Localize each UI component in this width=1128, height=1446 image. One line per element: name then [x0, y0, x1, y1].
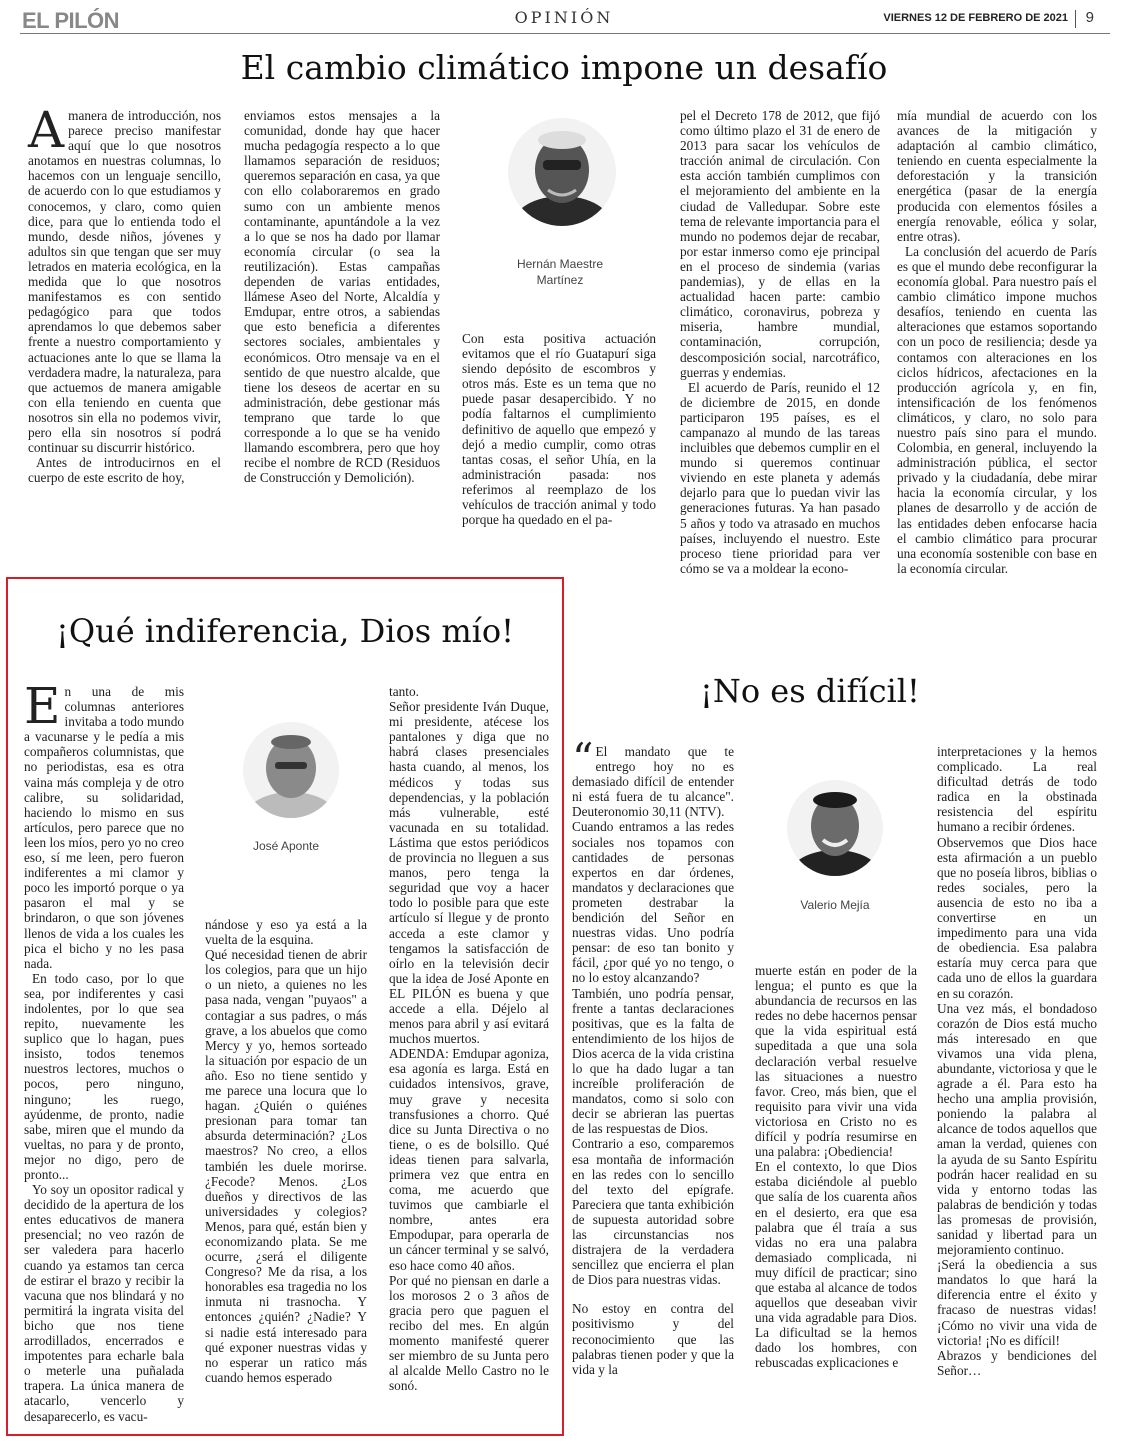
issue-date: VIERNES 12 DE FEBRERO DE 2021 — [883, 12, 1068, 24]
portrait-image — [508, 118, 616, 226]
article2-column-3 — [389, 684, 549, 1393]
paragraph: El mandato que te entrego hoy no es demasiado difícil de entender ni está fuera de tu alcance". Deuteronomio 30,11 (NTV). — [572, 744, 734, 820]
paragraph: tanto. — [389, 684, 419, 699]
author-name-hernan — [480, 256, 640, 288]
paragraph: ¡Será la obediencia a sus mandatos lo que hará la diferencia entre el éxito y fracaso de nuestras vidas! ¡Cómo no vivir una vida de victoria! ¡No es difícil! — [937, 1257, 1097, 1348]
paragraph: Qué necesidad tienen de abrir los colegios, para que un hijo o un nieto, a quienes no les pasa nada, vengan "puyaos" a contagiar a sus padres, o más grave, a los abuelos que como Mercy y yo, hemos sorteado la situación por espacio de un año. Eso no tiene sentido y me parece una locura que lo hagan. ¿Quién o quiénes presionan para tomar tan absurda determinación? ¿Los maestros? No creo, a ellos también les duele morirse. ¿Fecode? Menos. ¿Los dueños y directivos de las universidades y colegios? Menos, para qué, están bien y economizando plata. Se me ocurre, ¿será el diligente Congreso? Me da risa, a los honorables esa tragedia no los inmuta ni trasnocha. Y entonces ¿quién? ¿Nadie? Y si nadie está interesado para qué exponer nuestras vidas y no esperar un ratico más cuando hemos esperado — [205, 947, 367, 1385]
article2-column-2 — [205, 917, 367, 1385]
dropcap: E — [24, 677, 61, 735]
quote-mark: “ — [572, 734, 594, 783]
article2-title: ¡Qué indiferencia, Dios mío! — [55, 612, 515, 650]
masthead-logo: EL PILÓN — [22, 8, 120, 33]
author-name-jose: José Aponte — [252, 839, 320, 853]
paragraph: interpretaciones y la hemos complicado. La real dificultad detrás de todo radica en la obstinada resistencia del espíritu humano a recibir órdenes. — [937, 744, 1097, 835]
article1-title: El cambio climático impone un desafío — [240, 48, 888, 87]
article1-column-5 — [897, 108, 1097, 576]
paragraph: Señor presidente Iván Duque, mi presidente, atécese los pantalones y diga que no habrá clases presenciales hasta cuando, al menos, los médicos y todas sus dependencias, y la población más vulnerable, esté vacunada en su totalidad. Lástima que estos periódicos de provincia no lleguen a sus manos, pero tenga la seguridad que voy a hacer todo lo posible para que este artículo sí llegue y de pronto acceda a este clamor y tengamos la satisfacción de oírlo en la televisión decir que la idea de José Aponte en EL PILÓN es buena y que accede a ella. Déjelo al menos para abril y así evitará muchos muertos. — [389, 699, 549, 1047]
header-rule — [20, 33, 1110, 34]
paragraph: nándose y eso ya está a la vuelta de la esquina. — [205, 917, 367, 948]
section-title: OPINIÓN — [514, 8, 614, 27]
paragraph: Con esta positiva actuación evitamos que el río Guatapurí siga siendo depósito de escombros y otros más. Este es un tema que no puede pasar desapercibido. Y no podía faltarnos el cumplimiento definitivo de aquello que empezó y dejó a medio cumplir, como otras tantas cosas, el señor Uhía, en la administración pasada: nos referimos al reemplazo de los vehículos de tracción animal y todo porque ha quedado en el pa- — [462, 331, 656, 528]
paragraph: En el contexto, lo que Dios estaba diciéndole al pueblo que salía de los cuarenta años en el desierto, era que esa palabra que él traía a sus vidas no era una palabra demasiado complicada, ni muy difícil de practicar; sino que estaba al alcance de todos aquellos que deseaban vivir una vida agradable para Dios. La dificultad se la hemos dado los hombres, con rebuscadas explicaciones e — [755, 1159, 917, 1371]
paragraph: Por qué no piensan en darle a los morosos 2 o 3 años de gracia pero que paguen el recibo del mes. En algún momento manifesté querer ser miembro de su Junta pero al alcalde Mello Castro no le sonó. — [389, 1272, 549, 1394]
paragraph: Contrario a eso, comparemos esa montaña de información en las redes con lo sencillo del texto del epígrafe. Pareciera que tanta exhibición de supuesta autoridad sobre las circunstancias nos distrajera de la verdadera sencillez que encierra el plan de Dios para nuestras vidas. — [572, 1136, 734, 1288]
article3-column-1 — [572, 734, 734, 1377]
paragraph: ADENDA: Emdupar agoniza, esa agonía es larga. Está en cuidados intensivos, grave, muy grave y necesita transfusiones a chorro. Qué dice su Junta Directiva o no tiene, o es de bolsillo. Qué ideas tienen para salvarla, primera vez que entra en coma, me acuerdo que tuvimos que cambiarle el nombre, antes era Empodupar, para operarla de un cáncer terminal y se salvó, eso hace como 40 años. — [389, 1046, 549, 1273]
paragraph: enviamos estos mensajes a la comunidad, donde hay que hacer mucha pedagogía respecto a lo que llamamos separación de residuos; queremos separación en casa, ya que con ello colaboraremos en grado sumo con un ambiente menos contaminante, apuntándole a la vez a lo que se nos ha dado por llamar economía circular (o sea la reutilización). Estas campañas dependen de varias entidades, llámese Aseo del Norte, Alcaldía y Emdupar, entre otros, a sabiendas que esto beneficia a diferentes sectores sociales, ambientales y económicos. Otro mensaje va en el sentido de que nuestro alcalde, que tiene los deseos de acertar en su administración, debe gestionar más temprano que tarde lo que corresponde a lo que se ha venido llamando escombrera, pero que hoy recibe el nombre de RCD (Residuos de Construcción y Demolición). — [244, 108, 440, 486]
paragraph: Una vez más, el bondadoso corazón de Dios está mucho más interesado en que vivamos una vida plena, abundante, victoriosa y que le agrade a él. Para esto ha hecho una amplia provisión, poniendo la palabra al alcance de todos aquellos que aman la verdad, quienes con la ayuda de su Santo Espíritu podrán hacer realidad en su vida y entorno todas las palabras de bendición y todas las promesas de provisión, sanidad y libertad para un mejoramiento continuo. — [937, 1000, 1097, 1258]
paragraph: La conclusión del acuerdo de París es que el mundo debe reconfigurar la economía global. Para nuestro país el cambio climático impone muchos desafíos, teniendo en cuenta las alteraciones que estamos soportando con un poco de resiliencia; desde ya contamos con alteraciones en los ciclos hídricos, afectaciones en la producción agrícola y, en fin, intensificación de los fenómenos climáticos, y claro, no solo para nuestro país sino para el mundo. Colombia, en general, incluyendo la administración pública, el sector privado y la ciudadanía, debe mirar hacia la economía circular, y los planes de desarrollo y de acción de las entidades deben enfocarse hacia el cambio climático para procurar una economía sostenible con base en la economía circular. — [897, 243, 1097, 576]
article2-column-1 — [24, 677, 184, 1424]
portrait-image — [243, 722, 339, 818]
author-second-line: Martínez — [536, 273, 584, 287]
paragraph: manera de introducción, nos parece preciso manifestar aquí que lo que nosotros anotamos en nuestras columnas, lo hacemos con un lenguaje sencillo, de acuerdo con lo que estudiamos y conocemos, y claro, como quien dice, para que lo entienda todo el mundo, desde niños, jóvenes y adultos sin que tengan que ser muy letrados en materia ecológica, en la medida que lo que nosotros manifestamos es con sentido pedagógico para que todos aprendamos lo que debemos saber frente a nuestro comportamiento y actuaciones ante lo que se llama la verdadera madre, la naturaleza, para que actuemos de manera amigable con ella teniendo en cuenta que nosotros sin ella no podemos vivir, pero ella sin nosotros sí podrá continuar su discurrir histórico. — [28, 108, 221, 456]
dropcap: A — [28, 101, 65, 159]
paragraph: Yo soy un opositor radical y decidido de la apertura de los entes educativos de manera presencial; no veo razón de ser valedera para hacerlo cuando ya estamos tan cerca de estirar el brazo y recibir la vacuna que nos blindará y no permitirá la ingrata visita del bicho que nos tiene arrodillados, encerrados e impotentes para echarle bala o meterle una puñalada trapera. La única manera de atacarlo, vencerlo y desaparecerlo, es vacu- — [24, 1182, 184, 1424]
paragraph: También, uno podría pensar, frente a tantas declaraciones positivas, que es la falta de entendimiento de los hijos de Dios acerca de la vida cristina lo que ha dado lugar a tan increíble proliferación de mandatos, como si solo con decir se abrieran las puertas de las respuestas de Dios. — [572, 985, 734, 1137]
paragraph: En todo caso, por lo que sea, por indiferentes y casi indolentes, por lo que sea repito, nuevamente les suplico que lo hagan, pues insisto, todos tenemos nuestros lectores, muchos o pocos, pero ninguno, ninguno; les ruego, ayúdenme, de pronto, nadie sabe, miren que el mundo da vueltas, no para y de pronto, mejor no digo, pero de pronto... — [24, 970, 184, 1182]
header-separator — [1075, 10, 1076, 28]
author-photo-valerio — [787, 780, 883, 876]
article1-column-2 — [244, 108, 440, 485]
paragraph: mía mundial de acuerdo con los avances de la mitigación y adaptación al cambio climático, teniendo en cuenta especialmente la deforestación y la transición energética (pasar de la energía producida con elementos fósiles a energía renovable, eólica y solar, entre otras). — [897, 108, 1097, 244]
author-photo-jose — [243, 722, 339, 818]
page-number: 9 — [1085, 9, 1094, 26]
article3-column-3 — [937, 744, 1097, 1378]
author-name-valerio: Valerio Mejía — [800, 898, 870, 912]
portrait-image — [787, 780, 883, 876]
article3-column-2 — [755, 963, 917, 1371]
paragraph: Antes de introducirnos en el cuerpo de este escrito de hoy, — [28, 455, 221, 486]
author-first-line: Hernán Maestre — [516, 257, 604, 271]
article1-column-4 — [680, 108, 880, 576]
paragraph: pel el Decreto 178 de 2012, que fijó como último plazo el 31 de enero de 2013 para sacar los vehículos de tracción animal de circulación. Con esta acción también cumplimos con el mejoramiento del ambiente en la ciudad de Valledupar. Sobre este tema de relevante importancia para el mundo no podemos dejar de recabar, por estar inmerso como eje principal en el proceso de sindemia (varias pandemias), y de ellas en la actualidad hacen parte: cambio climático, coronavirus, pobreza y miseria, hambre mundial, contaminación, corrupción, descomposición social, narcotráfico, guerras y endemias. — [680, 108, 880, 380]
paragraph: El acuerdo de París, reunido el 12 de diciembre de 2015, en donde participaron 195 países, es el campanazo al mundo de las tareas incluibles que debemos cumplir en el mundo si queremos continuar viviendo en este planeta y además dejarlo para que lo puedan vivir las generaciones futuras. Ya han pasado 5 años y todo va atrasado en muchos países, incluyendo el nuestro. Este proceso tiene prioridad para ver cómo se va a moldear la econo- — [680, 379, 880, 576]
paragraph: No estoy en contra del positivismo y del reconocimiento que las palabras tienen poder y que la vida y la — [572, 1301, 734, 1377]
paragraph: Abrazos y bendiciones del Señor… — [937, 1347, 1097, 1378]
article3-title: ¡No es difícil! — [700, 672, 920, 710]
article1-column-1 — [28, 101, 221, 486]
article1-column-3 — [462, 331, 656, 527]
paragraph: Cuando entramos a las redes sociales nos topamos con cantidades de personas expertos en dar órdenes, mandatos y declaraciones que prometen destrabar la bendición del Señor en nuestras vidas. Uno podría pensar: de eso tan bonito y fácil, ¿por qué yo no tengo, o no lo estoy alcanzando? — [572, 819, 734, 986]
paragraph: n una de mis columnas anteriores invitaba a todo mundo a vacunarse y le pedía a mis compañeros columnistas, que no periodistas, esa es otra vaina más compleja y de otro calibre, su solidaridad, haciendo lo mismo en sus artículos, pero parece que no leen los míos, pero yo no creo eso, sí me leen, pero fueron indiferentes a mi clamor y poco les importó porque o ya pasaron el mal y se brindaron, o que son jóvenes llenos de vida a los cuales les pica el bicho y no les pasa nada. — [24, 684, 184, 971]
paragraph: Observemos que Dios hace esta afirmación a un pueblo que no poseía libros, biblias o redes sociales, pero la ausencia de esto no iba a convertirse en un impedimento para una vida de obediencia. Esa palabra estaría muy cerca para que cada uno de ellos la guardara en su corazón. — [937, 834, 1097, 1001]
paragraph: muerte están en poder de la lengua; el punto es que la abundancia de recursos en las redes no debe hacernos pensar que la vida espiritual está supeditada a que una sola declaración verbal resuelve las situaciones a nuestro favor. Creo, más bien, que el requisito para vivir una vida victoriosa en Cristo no es difícil y podría resumirse en una palabra: ¡Obediencia! — [755, 963, 917, 1160]
author-photo-hernan — [508, 118, 616, 226]
